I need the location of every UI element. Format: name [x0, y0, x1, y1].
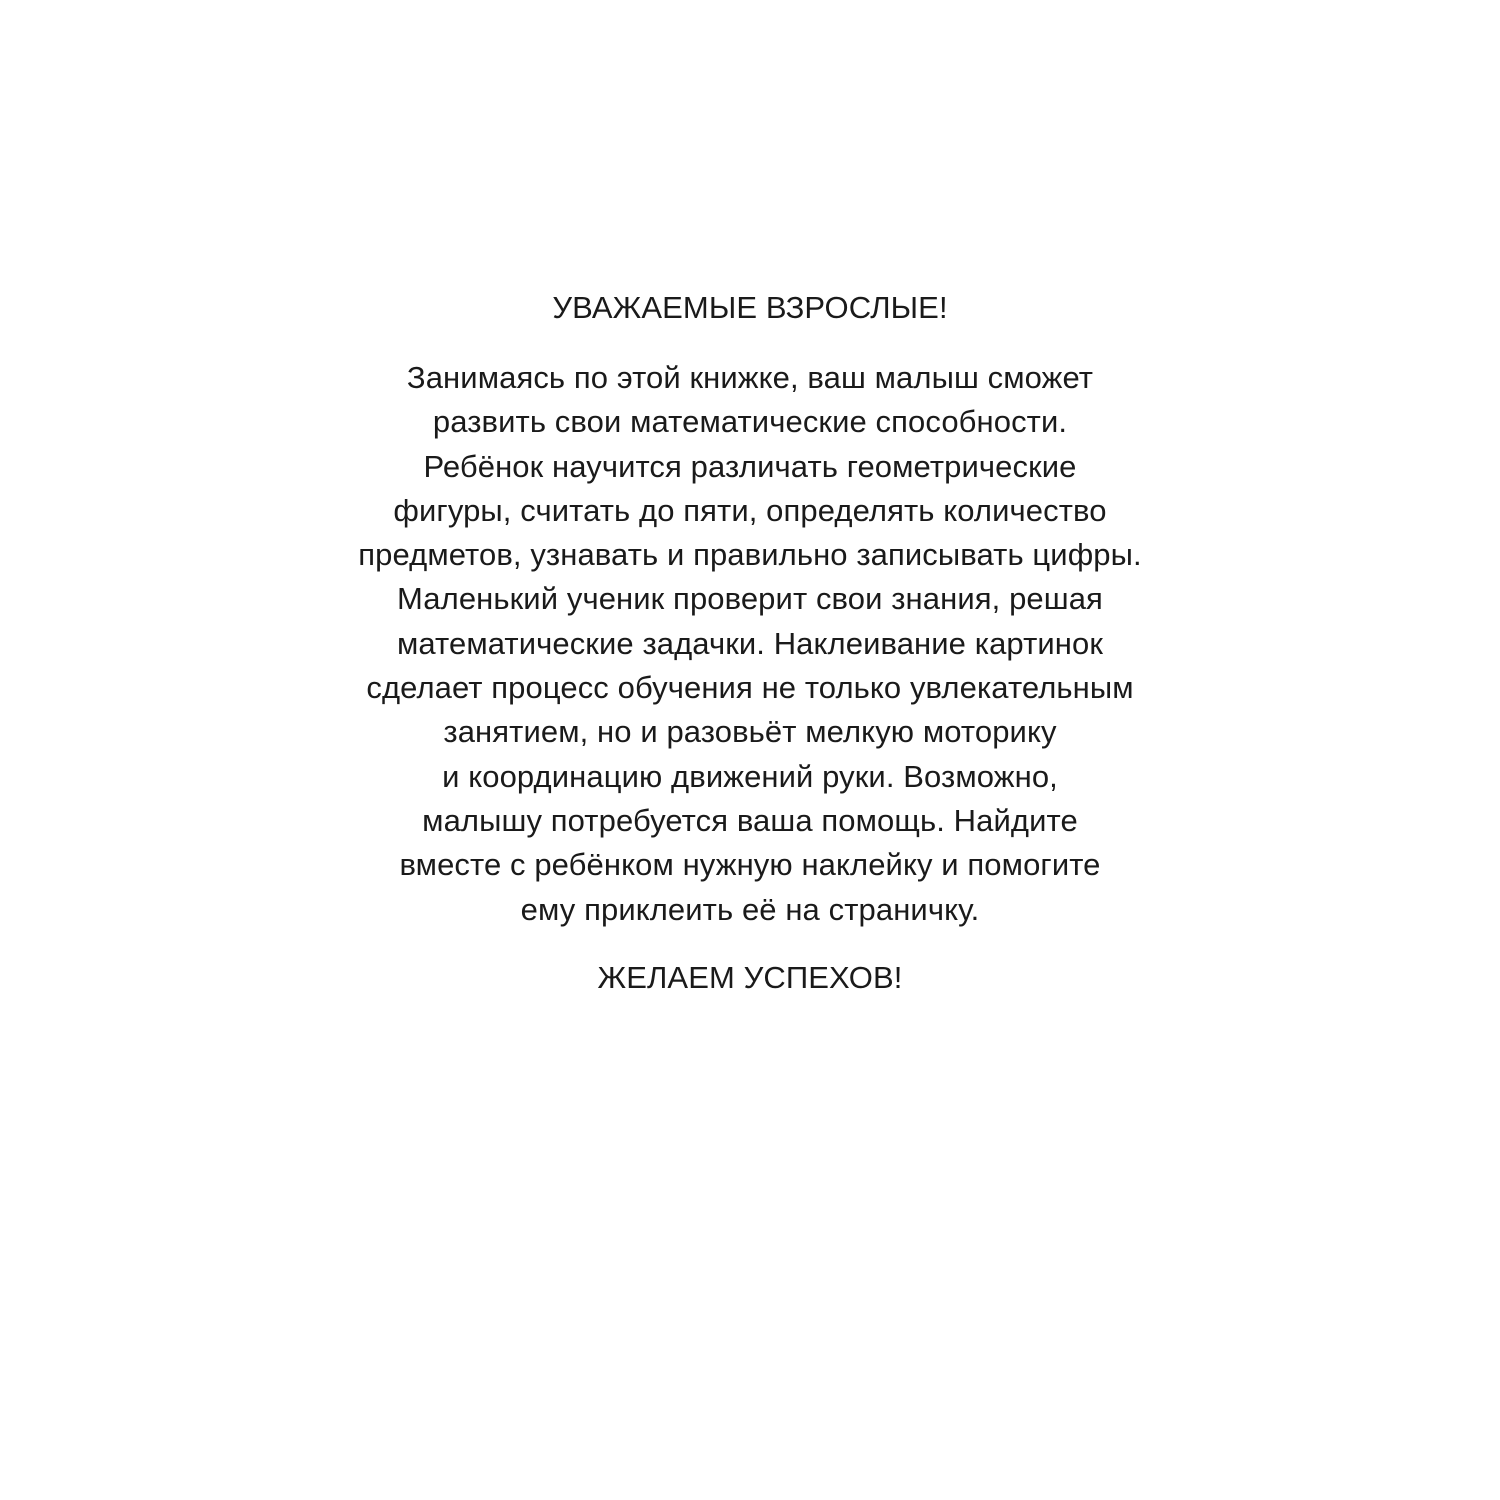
body-line: Занимаясь по этой книжке, ваш малыш сможет [406, 360, 1094, 395]
body-line: сделает процесс обучения не только увлекательным [366, 670, 1134, 706]
body-line: математические задачки. Наклеивание картинок [396, 625, 1104, 661]
intro-text-block [250, 286, 1250, 1000]
body-line: занятием, но и разовьёт мелкую моторику [443, 714, 1057, 750]
closing-wish: ЖЕЛАЕМ УСПЕХОВ! [597, 959, 903, 995]
body-line: Ребёнок научится различать геометрические [423, 448, 1077, 484]
body-paragraph [250, 356, 1250, 932]
body-line: малышу потребуется ваша помощь. Найдите [422, 802, 1078, 838]
body-line: предметов, узнавать и правильно записывать цифры. [358, 537, 1142, 573]
body-line: фигуры, считать до пяти, определять количество [393, 492, 1107, 528]
body-line: ему приклеить её на страничку. [520, 891, 980, 927]
body-line: и координацию движений руки. Возможно, [442, 758, 1058, 794]
body-line: Маленький ученик проверит свои знания, решая [397, 581, 1103, 617]
body-line: развить свои математические способности. [432, 404, 1068, 440]
body-line: вместе с ребёнком нужную наклейку и помогите [399, 847, 1101, 883]
page-heading: УВАЖАЕМЫЕ ВЗРОСЛЫЕ! [552, 290, 948, 325]
